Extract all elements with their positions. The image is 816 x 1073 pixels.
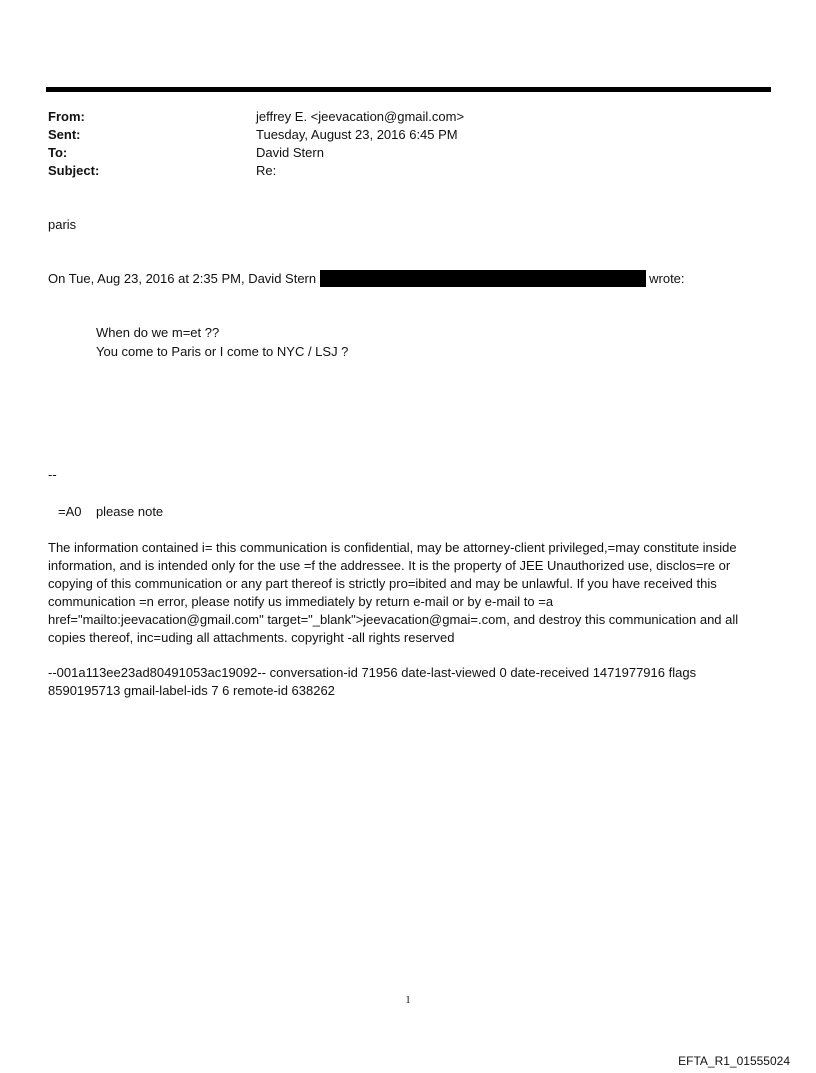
bates-number: EFTA_R1_01555024 — [678, 1054, 790, 1068]
attribution-suffix: wrote: — [649, 271, 685, 286]
redaction-bar — [320, 270, 646, 287]
signature-separator: -- — [48, 467, 57, 482]
disclaimer-text: The information contained i= this communication is confidential, may be attorney-client privileged,=may constitute inside information, and is intended only for the use =f the addressee. It is the property of JEE Unauthorized use, disclos=re or copying of this communication or any part thereof is strictly pro=ibited and may be unlawful. If you have received this communication =n error, please notify us immediately by return e-mail or by e-mail to =a href="mailto:jeevacation@gmail.com" target="_blank">jeevacation@gmai=.com, and destroy this communication and all copies thereof, inc=uding all attachments. copyright -all rights reserved — [48, 540, 739, 645]
quoted-message — [96, 323, 348, 361]
note-line: =A0 please note — [58, 504, 164, 519]
to-value: David Stern — [256, 145, 324, 160]
reply-text: paris — [48, 217, 77, 232]
to-label: To: — [48, 145, 68, 160]
email-header — [48, 108, 748, 180]
sent-value: Tuesday, August 23, 2016 6:45 PM — [256, 127, 458, 142]
quoted-line: You come to Paris or I come to NYC / LSJ ? — [96, 344, 349, 359]
subject-row — [48, 162, 748, 180]
page-number: 1 — [405, 994, 411, 1006]
attribution-line — [48, 270, 685, 288]
subject-label: Subject: — [48, 163, 100, 178]
to-row — [48, 144, 748, 162]
metadata-text: --001a113ee23ad80491053ac19092-- conversation-id 71956 date-last-viewed 0 date-received 1471977916 flags 8590195713 gmail-label-ids 7 6 remote-id 638262 — [48, 665, 697, 698]
quoted-line: When do we m=et ?? — [96, 325, 220, 340]
from-value: jeffrey E. <jeevacation@gmail.com> — [256, 109, 465, 124]
subject-value: Re: — [256, 163, 277, 178]
from-label: From: — [48, 109, 85, 124]
header-rule — [46, 87, 771, 92]
sent-label: Sent: — [48, 127, 81, 142]
sent-row — [48, 126, 748, 144]
attribution-prefix: On Tue, Aug 23, 2016 at 2:35 PM, David Stern — [48, 271, 317, 286]
from-row — [48, 108, 748, 126]
